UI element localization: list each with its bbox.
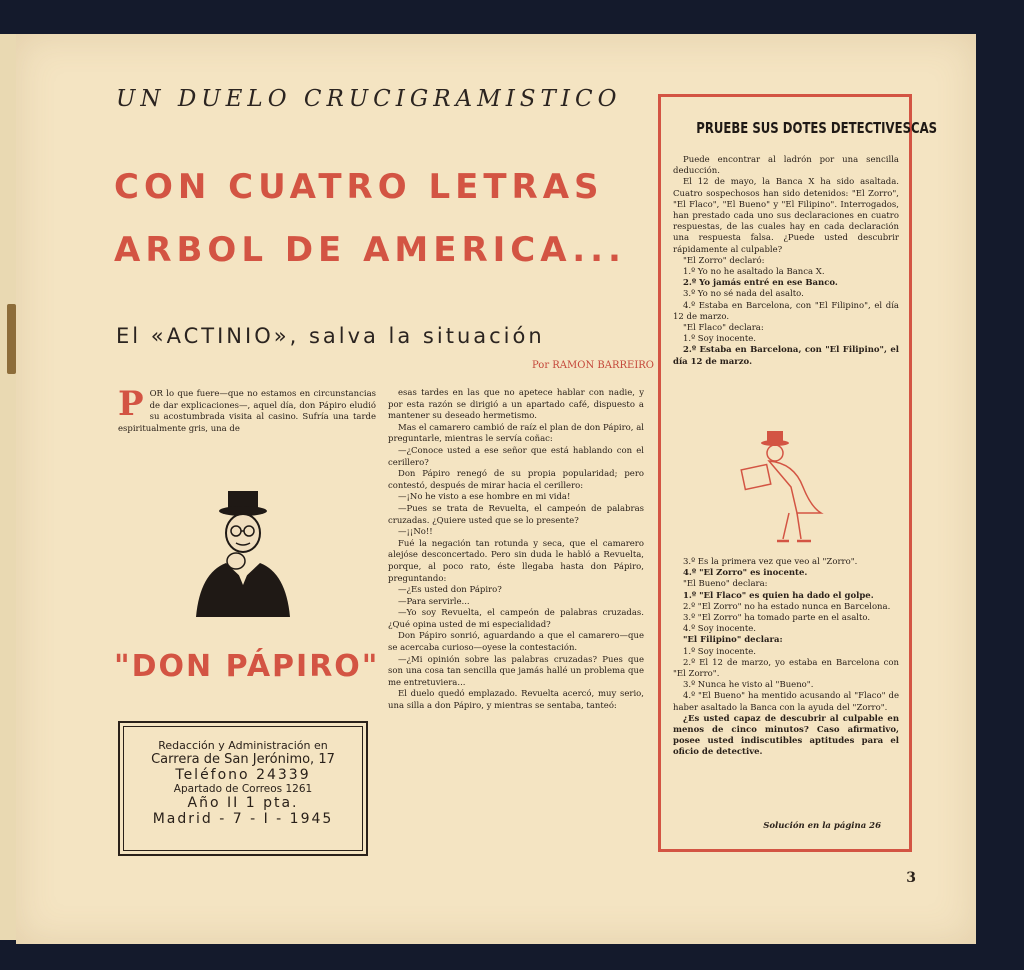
sidebar-paragraph: "El Bueno" declara: xyxy=(683,579,768,590)
info-date: Madrid - 7 - I - 1945 xyxy=(152,811,334,827)
sidebar-paragraph: 1.º Soy inocente. xyxy=(683,334,756,345)
sidebar-paragraph: 4.º "El Bueno" ha mentido acusando al "Flaco" de haber asaltado la Banca con la ayuda del "Zorro". xyxy=(673,691,899,713)
article-paragraph: Don Pápiro sonrió, aguardando a que el camarero—que se acercaba curioso—oyese la contestación. xyxy=(388,631,644,654)
drop-cap: P xyxy=(118,384,144,424)
article-paragraph: Fué la negación tan rotunda y seca, que el camarero alejóse desconcertado. Pero sin duda le habló a Revuelta, porque, al poco rato, éste llegaba hasta don Pápiro, preguntando: xyxy=(388,538,644,584)
sidebar-paragraph: 4.º "El Zorro" es inocente. xyxy=(683,568,808,579)
sidebar-paragraph: "El Flaco" declara: xyxy=(683,323,764,334)
article-paragraph: —Pues se trata de Revuelta, el campeón de palabras cruzadas. ¿Quiere usted que se lo presente? xyxy=(388,503,644,526)
sidebar-paragraph: El 12 de mayo, la Banca X ha sido asaltada. Cuatro sospechosos han sido detenidos: "El Zorro", "El Flaco", "El Bueno" y "El Filipino". Interrogados, han prestado cada uno sus declaraciones en cuatro respuestas, de las cuales hay en cada declaración una respuesta falsa. ¿Puede usted descubrir rápidamente al culpable? xyxy=(673,177,899,255)
sidebar-paragraph: 1.º Soy inocente. xyxy=(683,646,756,657)
article-paragraph: —Para servirle... xyxy=(398,596,470,607)
sidebar-paragraph: ¿Es usted capaz de descubrir al culpable en menos de cinco minutos? Caso afirmativo, posee usted indiscutibles aptitudes para el oficio de detective. xyxy=(673,713,899,758)
don-papiro-portrait xyxy=(186,489,296,619)
headline-line-2: ARBOL DE AMERICA... xyxy=(114,230,626,270)
article-column-2 xyxy=(388,388,644,856)
sidebar-paragraph: "El Zorro" declaró: xyxy=(683,255,765,266)
magazine-page xyxy=(16,34,976,944)
info-po-box: Apartado de Correos 1261 xyxy=(173,783,313,795)
sidebar-paragraph: 3.º "El Zorro" ha tomado parte en el asalto. xyxy=(683,613,871,624)
don-papiro-title: "DON PÁPIRO" xyxy=(114,649,380,684)
article-paragraph: —¿Mi opinión sobre las palabras cruzadas? Pues que son una cosa tan sencilla que jamás hallé un problema que me entretuviera... xyxy=(388,654,644,688)
sidebar-paragraph: 2.º Yo jamás entré en ese Banco. xyxy=(683,278,838,289)
sidebar-paragraph: 4.º Soy inocente. xyxy=(683,624,756,635)
article-paragraph: El duelo quedó emplazado. Revuelta acercó, muy serio, una silla a don Pápiro, y mientras se sentaba, tanteó: xyxy=(388,689,644,712)
detective-illustration xyxy=(739,427,839,551)
publication-info-box xyxy=(118,721,368,856)
previous-page-edge xyxy=(0,34,17,940)
info-year-price: Año II 1 pta. xyxy=(187,795,299,811)
article-paragraph: —¡No he visto a ese hombre en mi vida! xyxy=(398,492,571,503)
page-number: 3 xyxy=(906,870,916,886)
headline-line-1: CON CUATRO LETRAS xyxy=(114,167,604,207)
sidebar-paragraph: 1.º Yo no he asaltado la Banca X. xyxy=(683,267,825,278)
article-paragraph: esas tardes en las que no apetece hablar con nadie, y por esta razón se dirigió a un apartado café, dispuesto a mantener su deseado hermetismo. xyxy=(388,388,644,422)
sidebar-title: PRUEBE SUS DOTES DETECTIVESCAS xyxy=(696,119,938,137)
article-paragraph: —¿Es usted don Pápiro? xyxy=(398,585,502,596)
article-paragraph: Don Pápiro renegó de su propia popularidad; pero contestó, después de mirar hacia el cerillero: xyxy=(388,469,644,491)
solution-note: Solución en la página 26 xyxy=(763,821,881,831)
detective-puzzle-sidebar xyxy=(658,94,938,852)
sidebar-paragraph: 1.º "El Flaco" es quien ha dado el golpe. xyxy=(683,590,874,601)
info-address-label: Redacción y Administración en xyxy=(158,739,328,752)
kicker-title: UN DUELO CRUCIGRAMISTICO xyxy=(116,86,622,112)
sidebar-paragraph: 3.º Yo no sé nada del asalto. xyxy=(683,289,804,300)
sidebar-paragraph: Puede encontrar al ladrón por una sencilla deducción. xyxy=(673,155,899,177)
sidebar-text-top xyxy=(673,155,899,368)
sidebar-paragraph: 2.º Estaba en Barcelona, con "El Filipino", el día 12 de marzo. xyxy=(673,345,899,367)
info-address: Carrera de San Jerónimo, 17 xyxy=(151,752,335,767)
sidebar-paragraph: "El Filipino" declara: xyxy=(683,635,783,646)
subtitle: El «ACTINIO», salva la situación xyxy=(116,324,545,348)
byline: Por RAMON BARREIRO xyxy=(531,360,654,371)
article-paragraph: —¿Conoce usted a ese señor que está hablando con el cerillero? xyxy=(388,445,644,468)
article-paragraph: Mas el camarero cambió de raíz el plan de don Pápiro, al preguntarle, mientras le servía coñac: xyxy=(388,422,644,445)
article-column-1 xyxy=(118,384,376,435)
sidebar-paragraph: 3.º Es la primera vez que veo al "Zorro". xyxy=(683,557,858,567)
article-paragraph: —¡¡No!! xyxy=(398,527,433,538)
sidebar-paragraph: 4.º Estaba en Barcelona, con "El Filipino", el día 12 de marzo. xyxy=(673,300,899,322)
article-paragraph: —Yo soy Revuelta, el campeón de palabras cruzadas. ¿Qué opina usted de mi especialidad? xyxy=(388,608,644,630)
sidebar-text-bottom xyxy=(673,557,899,759)
sidebar-paragraph: 2.º El 12 de marzo, yo estaba en Barcelona con "El Zorro". xyxy=(673,657,899,680)
article-intro-text: OR lo que fuere—que no estamos en circunstancias de dar explicaciones—, aquel día, don Pápiro eludió su acostumbrada visita al casino. Sufría una tarde espiritualmente gris, una de xyxy=(118,389,376,434)
sidebar-paragraph: 3.º Nunca he visto al "Bueno". xyxy=(683,680,814,691)
sidebar-paragraph: 2.º "El Zorro" no ha estado nunca en Barcelona. xyxy=(683,601,891,612)
staple xyxy=(7,304,16,374)
info-phone: Teléfono 24339 xyxy=(175,767,311,783)
